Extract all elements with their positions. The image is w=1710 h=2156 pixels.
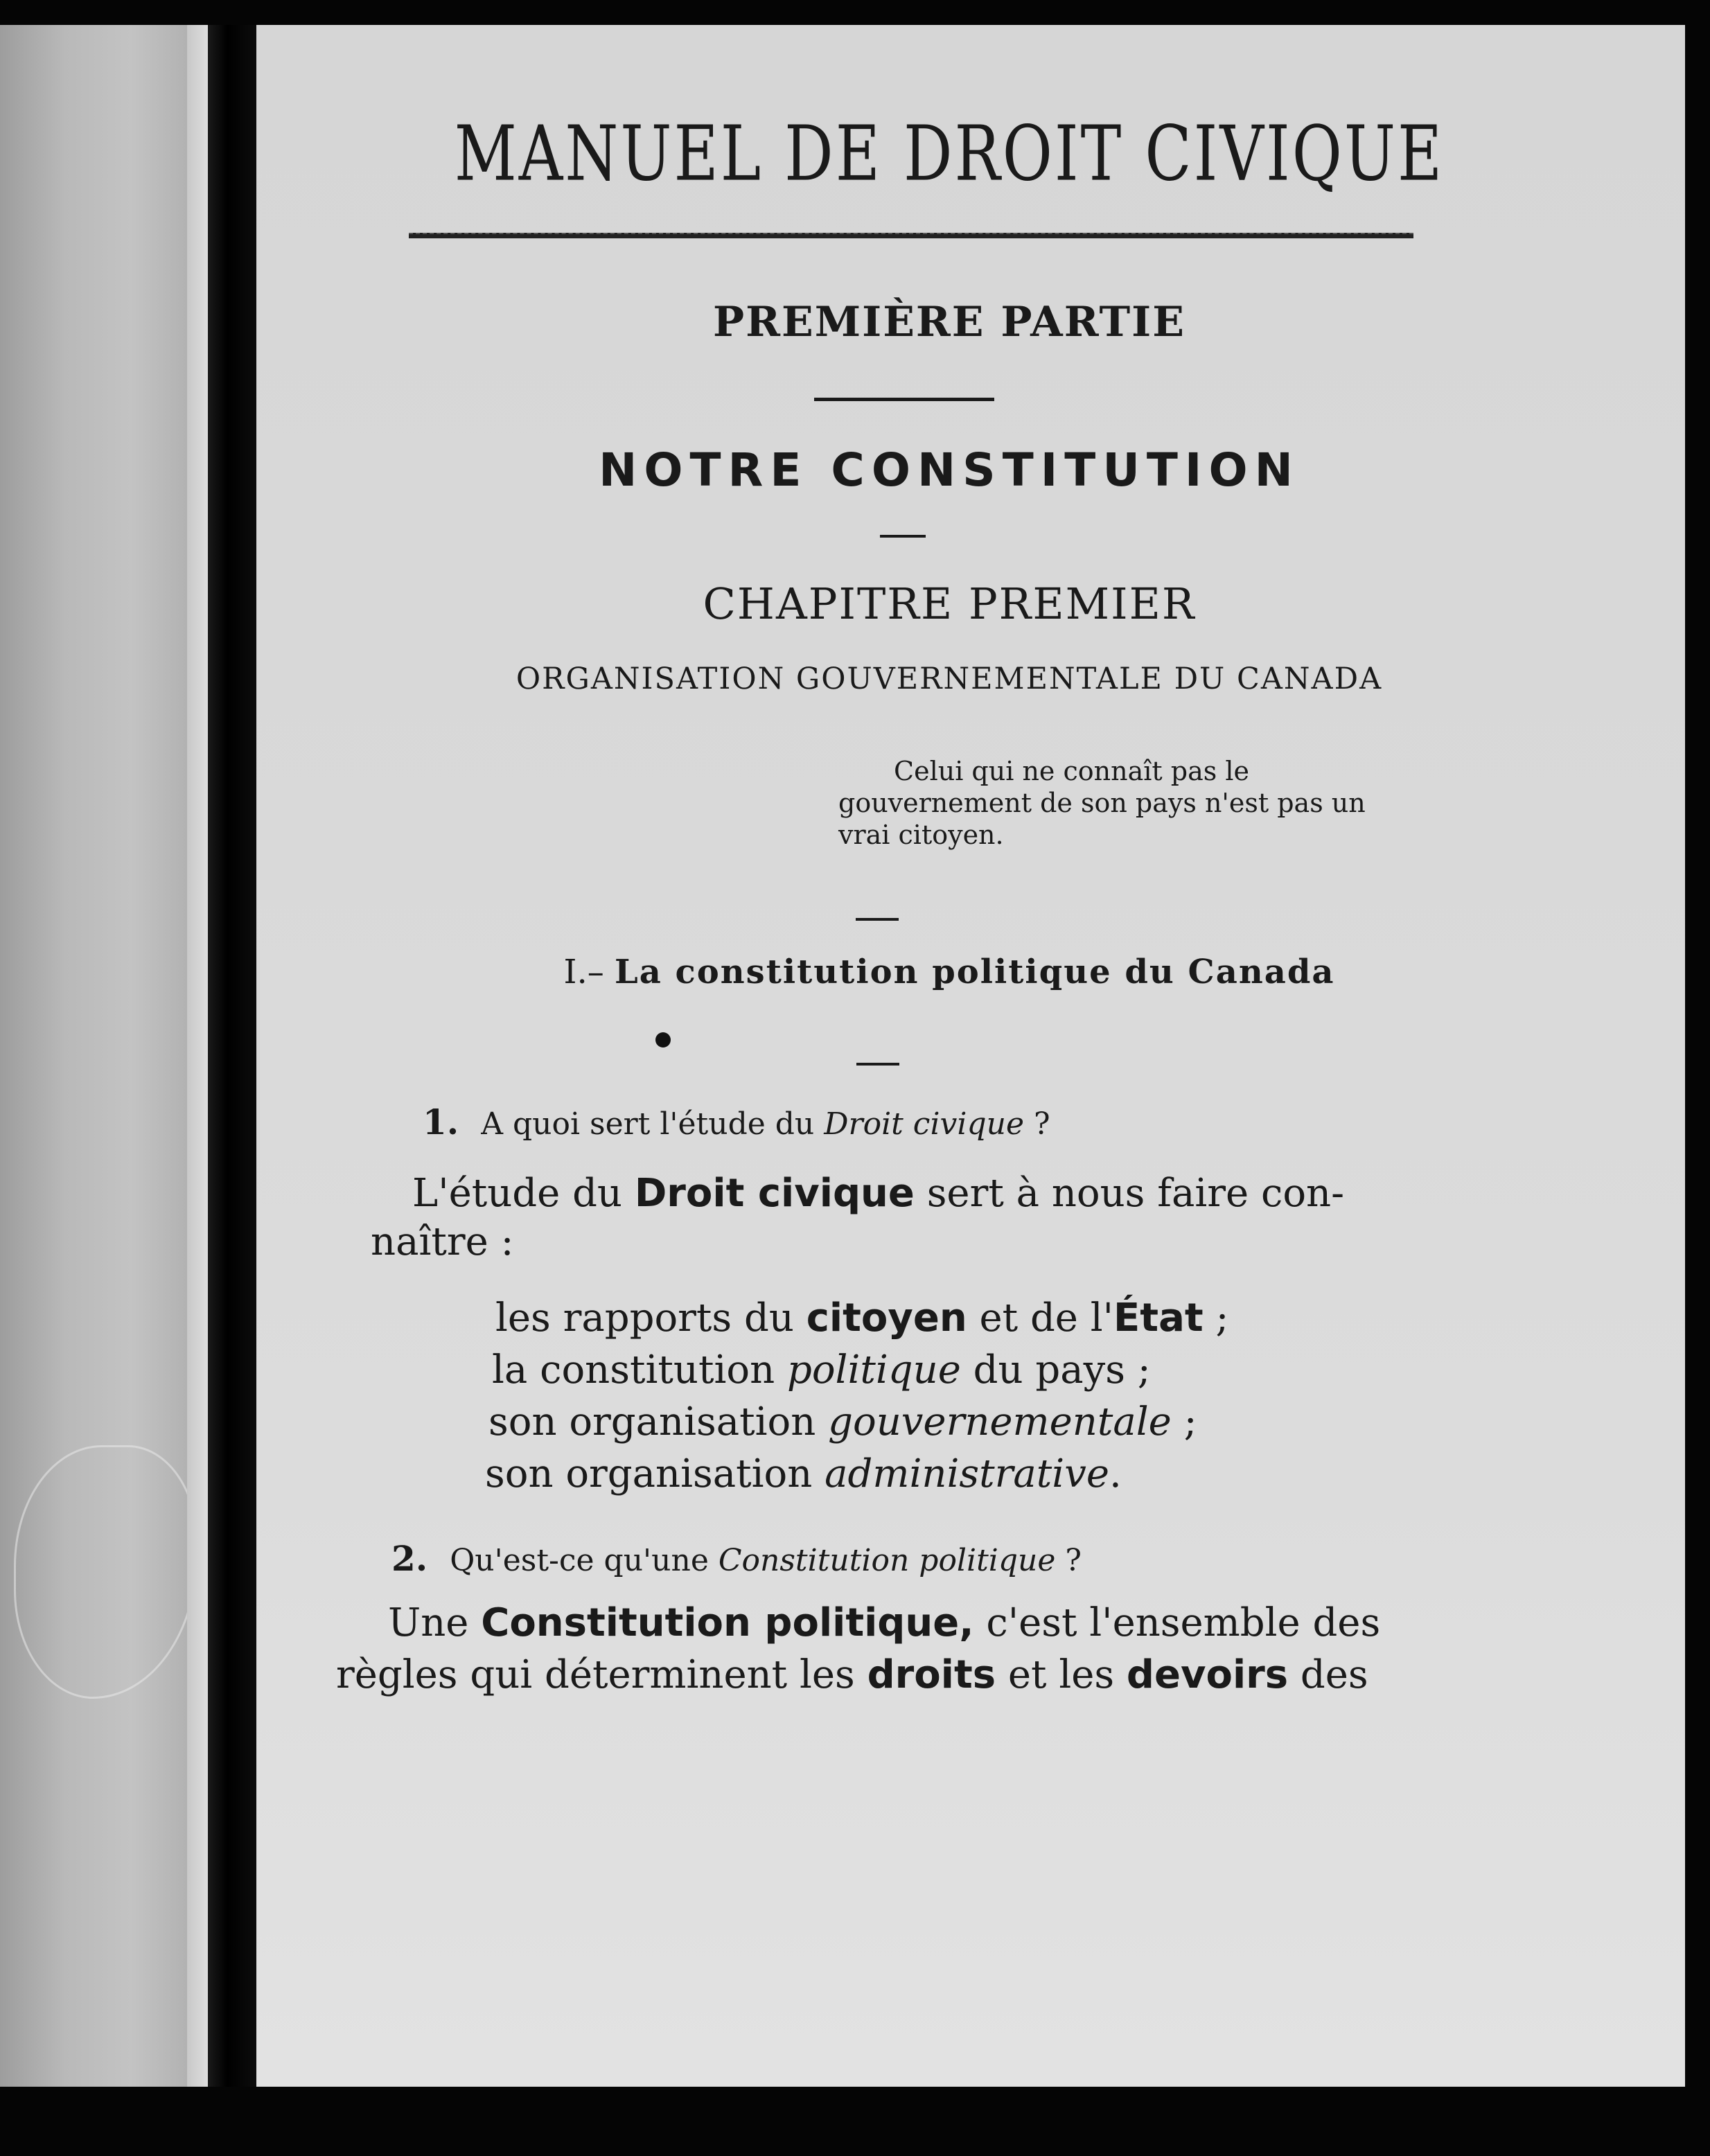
answer-bold-term: droits xyxy=(867,1652,996,1697)
answer-1-line-2: naître : xyxy=(371,1219,514,1264)
question-number: 2. xyxy=(391,1538,428,1579)
scan-frame-top xyxy=(0,0,1710,25)
question-2 xyxy=(391,1538,1082,1579)
section-heading xyxy=(416,953,1483,991)
part-title: PREMIÈRE PARTIE xyxy=(713,298,1185,346)
book-title: MANUEL DE DROIT CIVIQUE xyxy=(454,109,1445,198)
divider-dash xyxy=(880,535,926,538)
answer-2-line-1 xyxy=(388,1600,1380,1646)
question-text: Qu'est-ce qu'une xyxy=(450,1543,709,1578)
answer-2-line-2 xyxy=(336,1652,1368,1698)
list-text: du pays ; xyxy=(973,1348,1151,1393)
list-text: ; xyxy=(1183,1399,1197,1444)
section-heading-numeral: I.– xyxy=(563,953,604,991)
scan-frame-right xyxy=(1685,0,1710,2156)
answer-text: sert à nous faire con- xyxy=(926,1171,1345,1216)
facing-page-left xyxy=(0,25,187,2087)
answer-1-line-1 xyxy=(412,1171,1344,1217)
list-italic-term: administrative xyxy=(825,1451,1109,1496)
ink-dot xyxy=(655,1032,671,1048)
section-title: NOTRE CONSTITUTION xyxy=(599,443,1300,497)
list-italic-term: gouvernementale xyxy=(828,1399,1172,1444)
list-text: les rapports du xyxy=(495,1296,794,1341)
question-mark: ? xyxy=(1065,1543,1082,1578)
list-text: la constitution xyxy=(492,1348,775,1393)
answer-text: règles qui déterminent les xyxy=(336,1652,855,1697)
scan-scratch-mark xyxy=(14,1445,198,1699)
answer-text: des xyxy=(1300,1652,1368,1697)
title-rule xyxy=(409,233,1413,238)
epigraph: Celui qui ne connaît pas le gouvernement de son pays n'est pas un vrai citoyen. xyxy=(838,756,1366,850)
question-text: A quoi sert l'étude du xyxy=(481,1106,815,1142)
list-text: son organisation xyxy=(485,1451,813,1496)
answer-text: et les xyxy=(1007,1652,1115,1697)
divider-rule xyxy=(814,398,994,401)
chapter-subtitle: ORGANISATION GOUVERNEMENTALE DU CANADA xyxy=(515,662,1383,696)
answer-list-item xyxy=(492,1348,1151,1393)
list-bold-term: État xyxy=(1113,1296,1204,1341)
divider-dash xyxy=(856,918,899,921)
question-italic-term: Droit civique xyxy=(824,1106,1024,1142)
answer-text: Une xyxy=(388,1600,469,1645)
answer-list-item xyxy=(495,1296,1228,1341)
section-heading-text: La constitution politique du Canada xyxy=(614,953,1335,991)
list-text: . xyxy=(1109,1451,1122,1496)
book-gutter xyxy=(208,25,256,2087)
list-bold-term: citoyen xyxy=(806,1296,967,1341)
list-italic-term: politique xyxy=(786,1348,961,1393)
list-text: et de l' xyxy=(979,1296,1114,1341)
chapter-title: CHAPITRE PREMIER xyxy=(703,578,1196,629)
question-number: 1. xyxy=(423,1102,459,1142)
list-text: ; xyxy=(1215,1296,1229,1341)
divider-dash xyxy=(856,1063,899,1066)
scan-frame-bottom xyxy=(0,2087,1710,2156)
question-mark: ? xyxy=(1034,1106,1050,1142)
list-text: son organisation xyxy=(488,1399,816,1444)
answer-bold-term: Constitution politique, xyxy=(481,1600,974,1645)
question-italic-term: Constitution politique xyxy=(718,1543,1056,1578)
answer-bold-term: devoirs xyxy=(1126,1652,1289,1697)
answer-list-item xyxy=(485,1451,1122,1496)
answer-text: c'est l'ensemble des xyxy=(986,1600,1381,1645)
answer-text: L'étude du xyxy=(412,1171,622,1216)
answer-list-item xyxy=(488,1399,1197,1444)
question-1 xyxy=(423,1102,1050,1142)
answer-bold-term: Droit civique xyxy=(634,1171,915,1216)
facing-page-edge xyxy=(187,25,208,2087)
